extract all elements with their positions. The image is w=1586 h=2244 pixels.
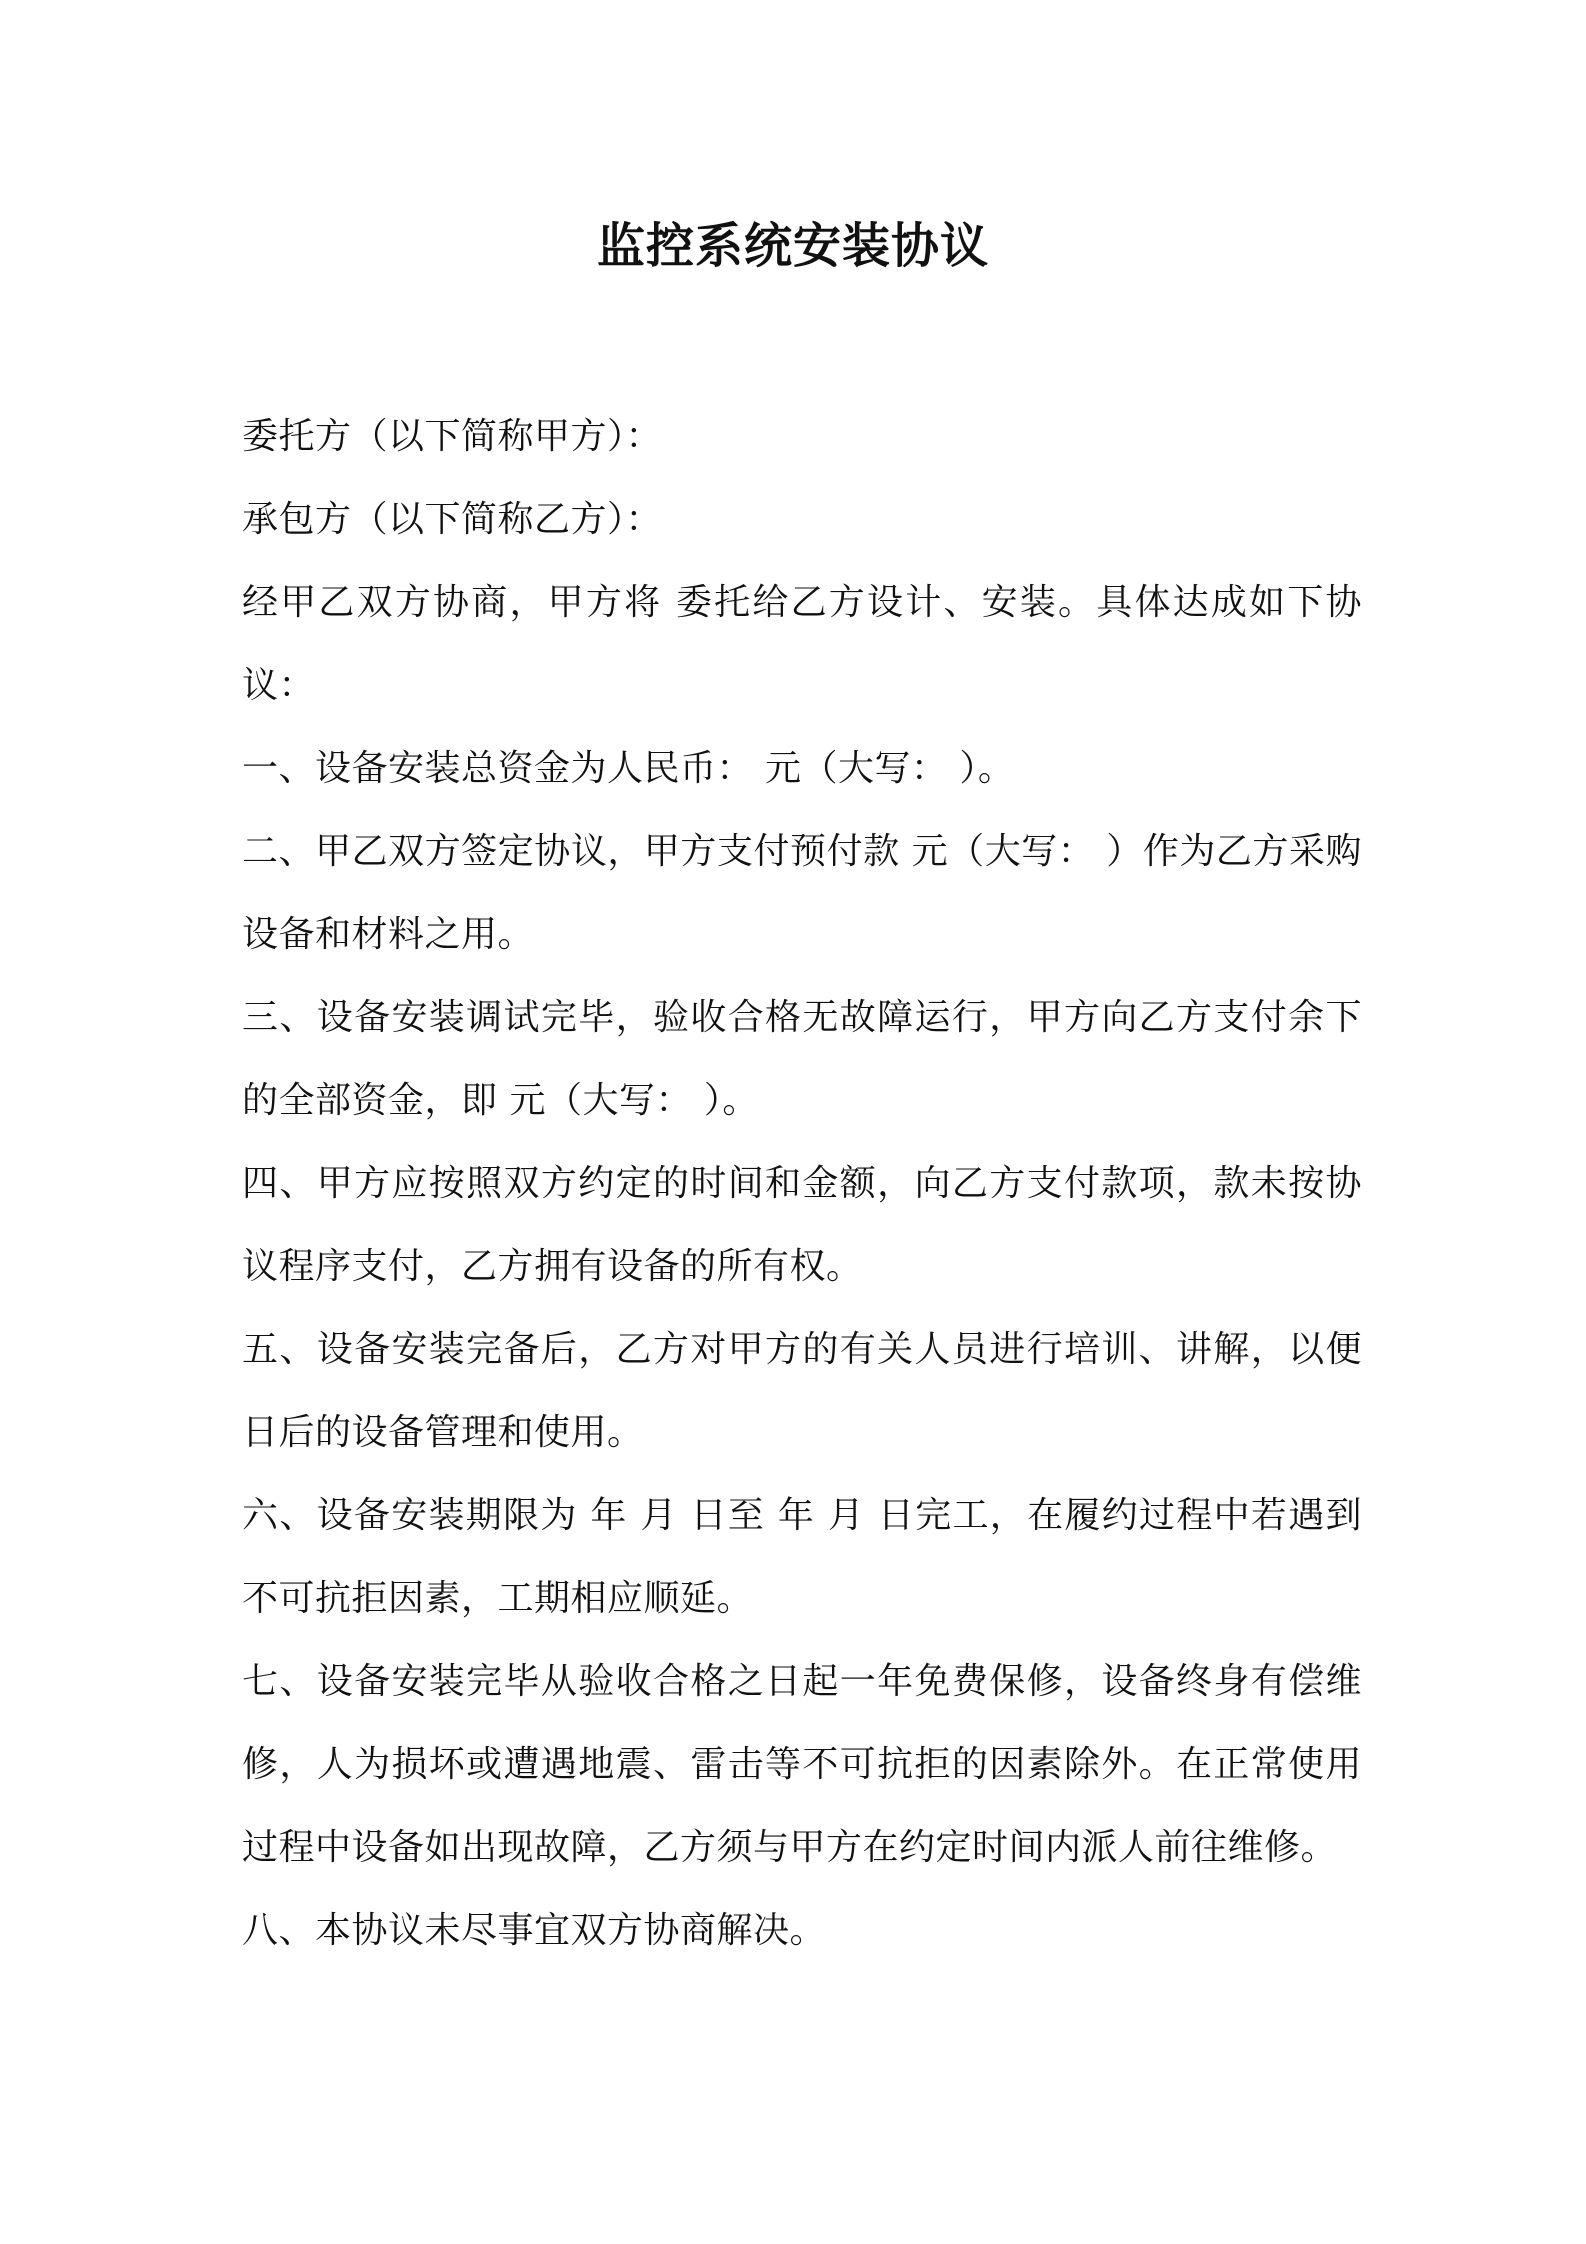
clause-6: 六、设备安装期限为 年 月 日至 年 月 日完工，在履约过程中若遇到不可抗拒因素，工期相应顺延。 [242,1495,1362,1619]
clause-8: 八、本协议未尽事宜双方协商解决。 [242,1910,827,1951]
clause-4: 四、甲方应按照双方约定的时间和金额，向乙方支付款项，款未按协议程序支付，乙方拥有设备的所有权。 [242,1163,1362,1287]
clause-5: 五、设备安装完备后，乙方对甲方的有关人员进行培训、讲解，以便日后的设备管理和使用。 [242,1329,1362,1453]
clause-2: 二、甲乙双方签定协议，甲方支付预付款 元（大写： ）作为乙方采购设备和材料之用。 [242,831,1362,955]
clause-7: 七、设备安装完毕从验收合格之日起一年免费保修，设备终身有偿维修，人为损坏或遭遇地震、雷击等不可抗拒的因素除外。在正常使用过程中设备如出现故障，乙方须与甲方在约定时间内派人前往维修。 [242,1661,1362,1868]
paragraph-client: 委托方（以下简称甲方）： [242,416,663,457]
paragraph-intro: 经甲乙双方协商，甲方将 委托给乙方设计、安装。具体达成如下协议： [242,582,1362,706]
paragraph-contractor: 承包方（以下简称乙方）： [242,499,663,540]
clause-1: 一、设备安装总资金为人民币： 元（大写： ）。 [242,748,1015,789]
document-title: 监控系统安装协议 [596,218,989,274]
document-body [242,395,1362,1972]
clause-3: 三、设备安装调试完毕，验收合格无故障运行，甲方向乙方支付余下的全部资金，即 元（大写： ）。 [242,997,1362,1121]
